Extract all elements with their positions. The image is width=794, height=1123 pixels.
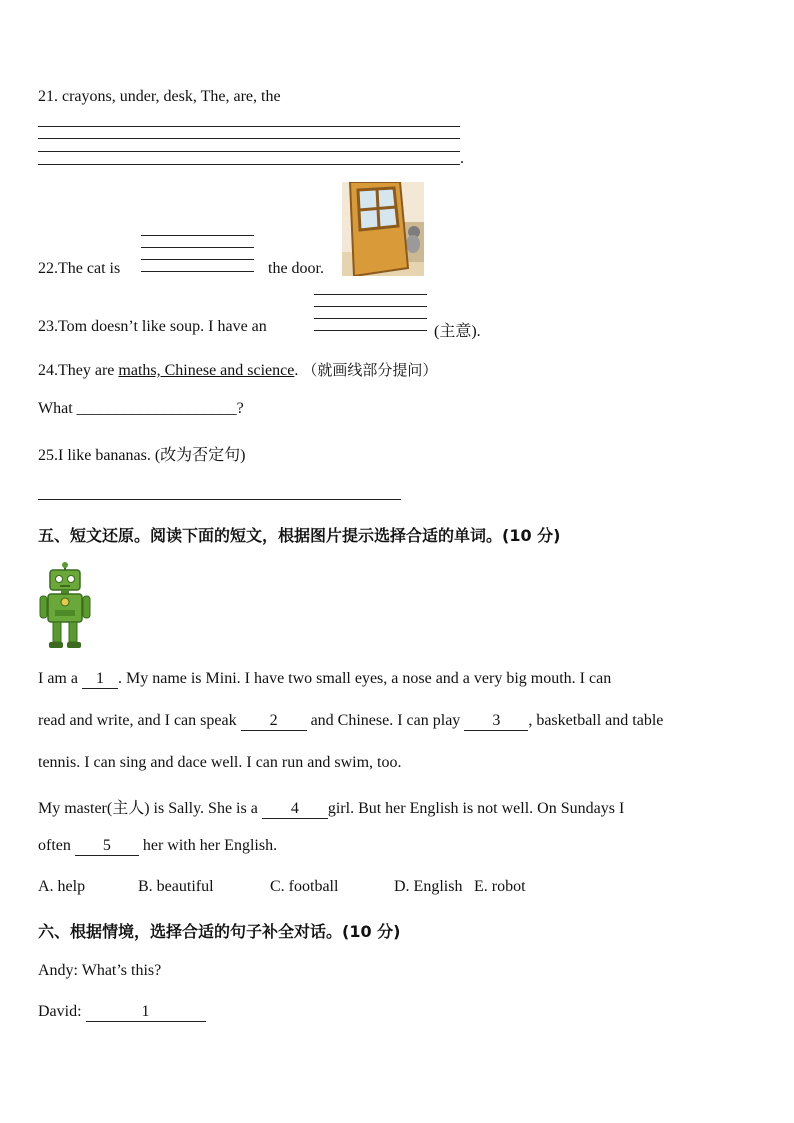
question-number: 23. <box>38 318 58 335</box>
option-c[interactable]: C. football <box>270 878 339 895</box>
question-number: 24. <box>38 362 58 379</box>
chinese-hint: (主意). <box>434 323 481 340</box>
blank-4[interactable]: 4 <box>262 800 328 819</box>
section-6-heading: 六、根据情境，选择合适的句子补全对话。(10 分) <box>38 922 401 941</box>
answer-line[interactable] <box>38 138 460 139</box>
answer-line[interactable] <box>314 330 427 331</box>
question-number: 22. <box>38 260 58 277</box>
answer-line[interactable] <box>141 247 254 248</box>
answer-line[interactable] <box>141 235 254 236</box>
underlined-part: maths, Chinese and science <box>118 362 295 379</box>
question-21 <box>38 88 281 106</box>
answer-line[interactable] <box>141 271 254 272</box>
blank-3[interactable]: 3 <box>464 712 528 731</box>
answer-line[interactable] <box>141 259 254 260</box>
question-23: 23.Tom doesn’t like soup. I have an <box>38 318 267 335</box>
passage-line-4: My master(主人) is Sally. She is a 4 girl. But her English is not well. On Sundays I <box>38 800 625 817</box>
instruction: （就画线部分提问） <box>302 361 438 379</box>
answer-line[interactable] <box>38 499 401 500</box>
option-e[interactable]: E. robot <box>474 878 526 895</box>
blank-5[interactable]: 5 <box>75 837 139 856</box>
option-a[interactable]: A. help <box>38 878 86 895</box>
passage-line-3: tennis. I can sing and dace well. I can run and swim, too. <box>38 754 402 771</box>
section-5-heading: 五、短文还原。阅读下面的短文，根据图片提示选择合适的单词。(10 分) <box>38 526 561 545</box>
answer-line[interactable] <box>314 294 427 295</box>
answer-line[interactable] <box>38 126 460 127</box>
answer-line[interactable] <box>38 164 460 165</box>
cat-behind-door-image <box>342 182 424 276</box>
answer-line[interactable] <box>38 151 460 152</box>
question-24-answer: What ____________________? <box>38 400 244 417</box>
answer-blank[interactable]: ____________________ <box>76 400 237 417</box>
robot-image <box>38 562 92 652</box>
word-options <box>38 878 526 896</box>
sentence-end: the door. <box>268 260 324 277</box>
blank-2[interactable]: 2 <box>241 712 307 731</box>
question-24: 24.They are maths, Chinese and science. （就画线部分提问） <box>38 361 438 379</box>
dialogue-line-1: Andy: What’s this? <box>38 962 162 979</box>
question-number: 25. <box>38 447 58 464</box>
blank-1[interactable]: 1 <box>82 670 118 689</box>
passage-line-2: read and write, and I can speak 2 and Chinese. I can play 3 , basketball and table <box>38 712 664 729</box>
scrambled-words: crayons, under, desk, The, are, the <box>62 88 281 105</box>
passage-line-5: often 5 her with her English. <box>38 837 278 854</box>
passage-line-1: I am a 1 . My name is Mini. I have two small eyes, a nose and a very big mouth. I can <box>38 670 612 687</box>
dialogue-blank-1[interactable]: 1 <box>86 1003 206 1022</box>
option-b[interactable]: B. beautiful <box>138 878 214 895</box>
answer-line[interactable] <box>314 318 427 319</box>
question-number: 21. <box>38 88 58 105</box>
option-d[interactable]: D. English <box>394 878 463 895</box>
answer-line[interactable] <box>314 306 427 307</box>
dialogue-line-2: David: 1 <box>38 1003 206 1022</box>
question-22: 22.The cat is <box>38 260 121 277</box>
question-25: 25.I like bananas. (改为否定句) <box>38 447 246 464</box>
end-period: . <box>460 150 464 167</box>
